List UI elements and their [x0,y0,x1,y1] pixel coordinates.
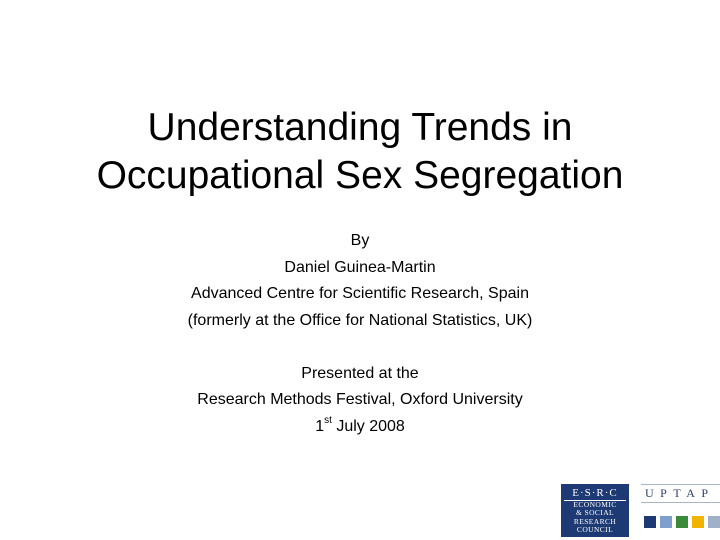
presented-line: Presented at the [301,364,419,382]
date-day: 1 [315,417,325,435]
uptap-logo-text: UPTAP [645,486,715,500]
uptap-color-square [708,516,720,528]
esrc-logo-line: RESEARCH [573,516,617,526]
slide-body [0,228,720,440]
title-line-2: Occupational Sex Segregation [96,154,624,197]
uptap-logo [641,484,720,537]
esrc-logo [561,484,629,537]
title-line-1: Understanding Trends in [147,106,573,149]
by-line: By [350,232,370,249]
former-affiliation: (formerly at the Office for National Statistics, UK) [187,311,533,329]
uptap-color-square [644,516,656,528]
date-suffix: st [324,415,332,427]
author-affiliation: Advanced Centre for Scientific Research, Spain [191,285,529,302]
blank-line [0,334,720,361]
uptap-color-square [692,516,704,528]
date-line [0,414,720,441]
esrc-logo-line: ECONOMIC [573,500,617,509]
esrc-logo-line: & SOCIAL [576,508,614,518]
esrc-logo-line: COUNCIL [576,524,614,534]
date-rest: July 2008 [331,417,405,435]
uptap-color-square [676,516,688,528]
author-name: Daniel Guinea-Martin [284,258,436,276]
uptap-color-square [660,516,672,528]
esrc-logo-abbrev: E·S·R·C [564,487,626,501]
slide-title [20,104,700,200]
venue-line: Research Methods Festival, Oxford University [197,391,523,408]
